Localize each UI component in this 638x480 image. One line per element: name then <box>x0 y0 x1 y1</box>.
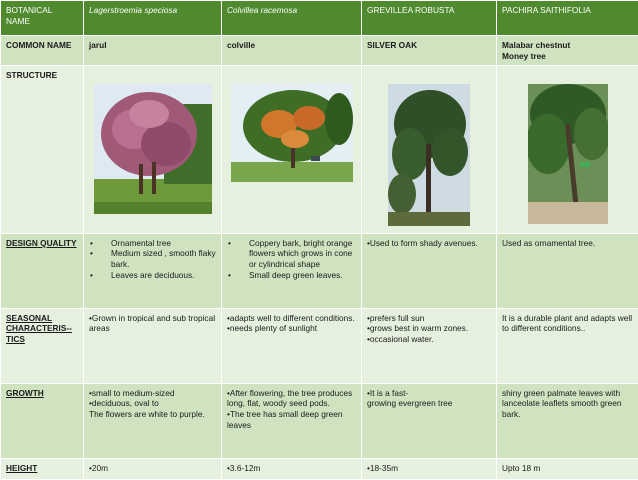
seasonal-col-2 <box>222 308 362 383</box>
structure-row <box>1 66 638 234</box>
growth-col-1 <box>84 383 222 458</box>
design-col-2-list <box>227 238 356 280</box>
colvillea-photo <box>231 84 353 182</box>
design-quality-row <box>1 233 638 308</box>
row-label-design-quality: DESIGN QUALITY <box>1 233 84 308</box>
growth-col-3-line-1: •It is a fast- <box>367 388 491 399</box>
design-col-1 <box>84 233 222 308</box>
header-col-3: GREVILLEA ROBUSTA <box>362 1 497 36</box>
growth-col-2-line-2: •The tree has small deep green leaves <box>227 409 356 430</box>
growth-col-4: shiny green palmate leaves with lanceolate leaflets smooth green bark. <box>497 383 638 458</box>
growth-col-1-line-2: •deciduous, oval to <box>89 398 216 409</box>
header-col-4: PACHIRA SAITHIFOLIA <box>497 1 638 36</box>
structure-col-1 <box>84 66 222 234</box>
growth-col-2 <box>222 383 362 458</box>
row-label-height: HEIGHT <box>1 458 84 479</box>
common-name-col-3: SILVER OAK <box>362 36 497 66</box>
list-item: • Leaves are deciduous. <box>89 270 216 281</box>
seasonal-col-3-line-2: •grows best in warm zones. <box>367 323 491 334</box>
common-name-col-4-line-2: Money tree <box>502 51 633 62</box>
common-name-col-4-line-1: Malabar chestnut <box>502 40 633 51</box>
list-item: • Coppery bark, bright orange flowers which grows in cone or cylindrical shape <box>227 238 356 270</box>
structure-col-4 <box>497 66 638 234</box>
header-row <box>1 1 638 36</box>
growth-row <box>1 383 638 458</box>
seasonal-col-3-line-1: •prefers full sun <box>367 313 491 324</box>
design-col-2 <box>222 233 362 308</box>
header-col-2: Colvillea racemosa <box>222 1 362 36</box>
growth-col-2-line-1: •After flowering, the tree produces long, flat, woody seed pods. <box>227 388 356 409</box>
height-row <box>1 458 638 479</box>
row-label-common-name: COMMON NAME <box>1 36 84 66</box>
seasonal-col-4: It is a durable plant and adapts well to different conditions.. <box>497 308 638 383</box>
design-col-3: •Used to form shady avenues. <box>362 233 497 308</box>
growth-col-3-line-2: growing evergreen tree <box>367 398 491 409</box>
pachira-photo <box>528 84 608 224</box>
lagerstroemia-photo <box>94 84 212 214</box>
growth-col-3 <box>362 383 497 458</box>
common-name-col-2: colville <box>222 36 362 66</box>
common-name-col-4 <box>497 36 638 66</box>
seasonal-col-3-line-3: •occasional water. <box>367 334 491 345</box>
height-col-4: Upto 18 m <box>497 458 638 479</box>
structure-col-3 <box>362 66 497 234</box>
common-name-row <box>1 36 638 66</box>
grevillea-photo <box>388 84 470 226</box>
height-col-3: •18-35m <box>362 458 497 479</box>
list-item: • Small deep green leaves. <box>227 270 356 281</box>
row-label-structure: STRUCTURE <box>1 66 84 234</box>
structure-col-2 <box>222 66 362 234</box>
row-label-growth: GROWTH <box>1 383 84 458</box>
growth-col-1-line-3: The flowers are white to purple. <box>89 409 216 420</box>
header-col-1: Lagerstroemia speciosa <box>84 1 222 36</box>
seasonal-col-2-line-2: •needs plenty of sunlight <box>227 323 356 334</box>
list-item: • Ornamental tree <box>89 238 216 249</box>
row-label-botanical-name: BOTANICAL NAME <box>1 1 84 36</box>
height-col-1: •20m <box>84 458 222 479</box>
list-item: • Medium sized , smooth flaky bark. <box>89 248 216 269</box>
height-col-2: •3.6-12m <box>222 458 362 479</box>
seasonal-row <box>1 308 638 383</box>
seasonal-col-1: •Grown in tropical and sub tropical areas <box>84 308 222 383</box>
seasonal-col-2-line-1: •adapts well to different conditions. <box>227 313 356 324</box>
design-col-4: Used as ornamental tree. <box>497 233 638 308</box>
common-name-col-1: jarul <box>84 36 222 66</box>
growth-col-1-line-1: •small to medium-sized <box>89 388 216 399</box>
design-col-1-list <box>89 238 216 280</box>
row-label-seasonal: SEASONAL CHARACTERIS--TICS <box>1 308 84 383</box>
seasonal-col-3 <box>362 308 497 383</box>
